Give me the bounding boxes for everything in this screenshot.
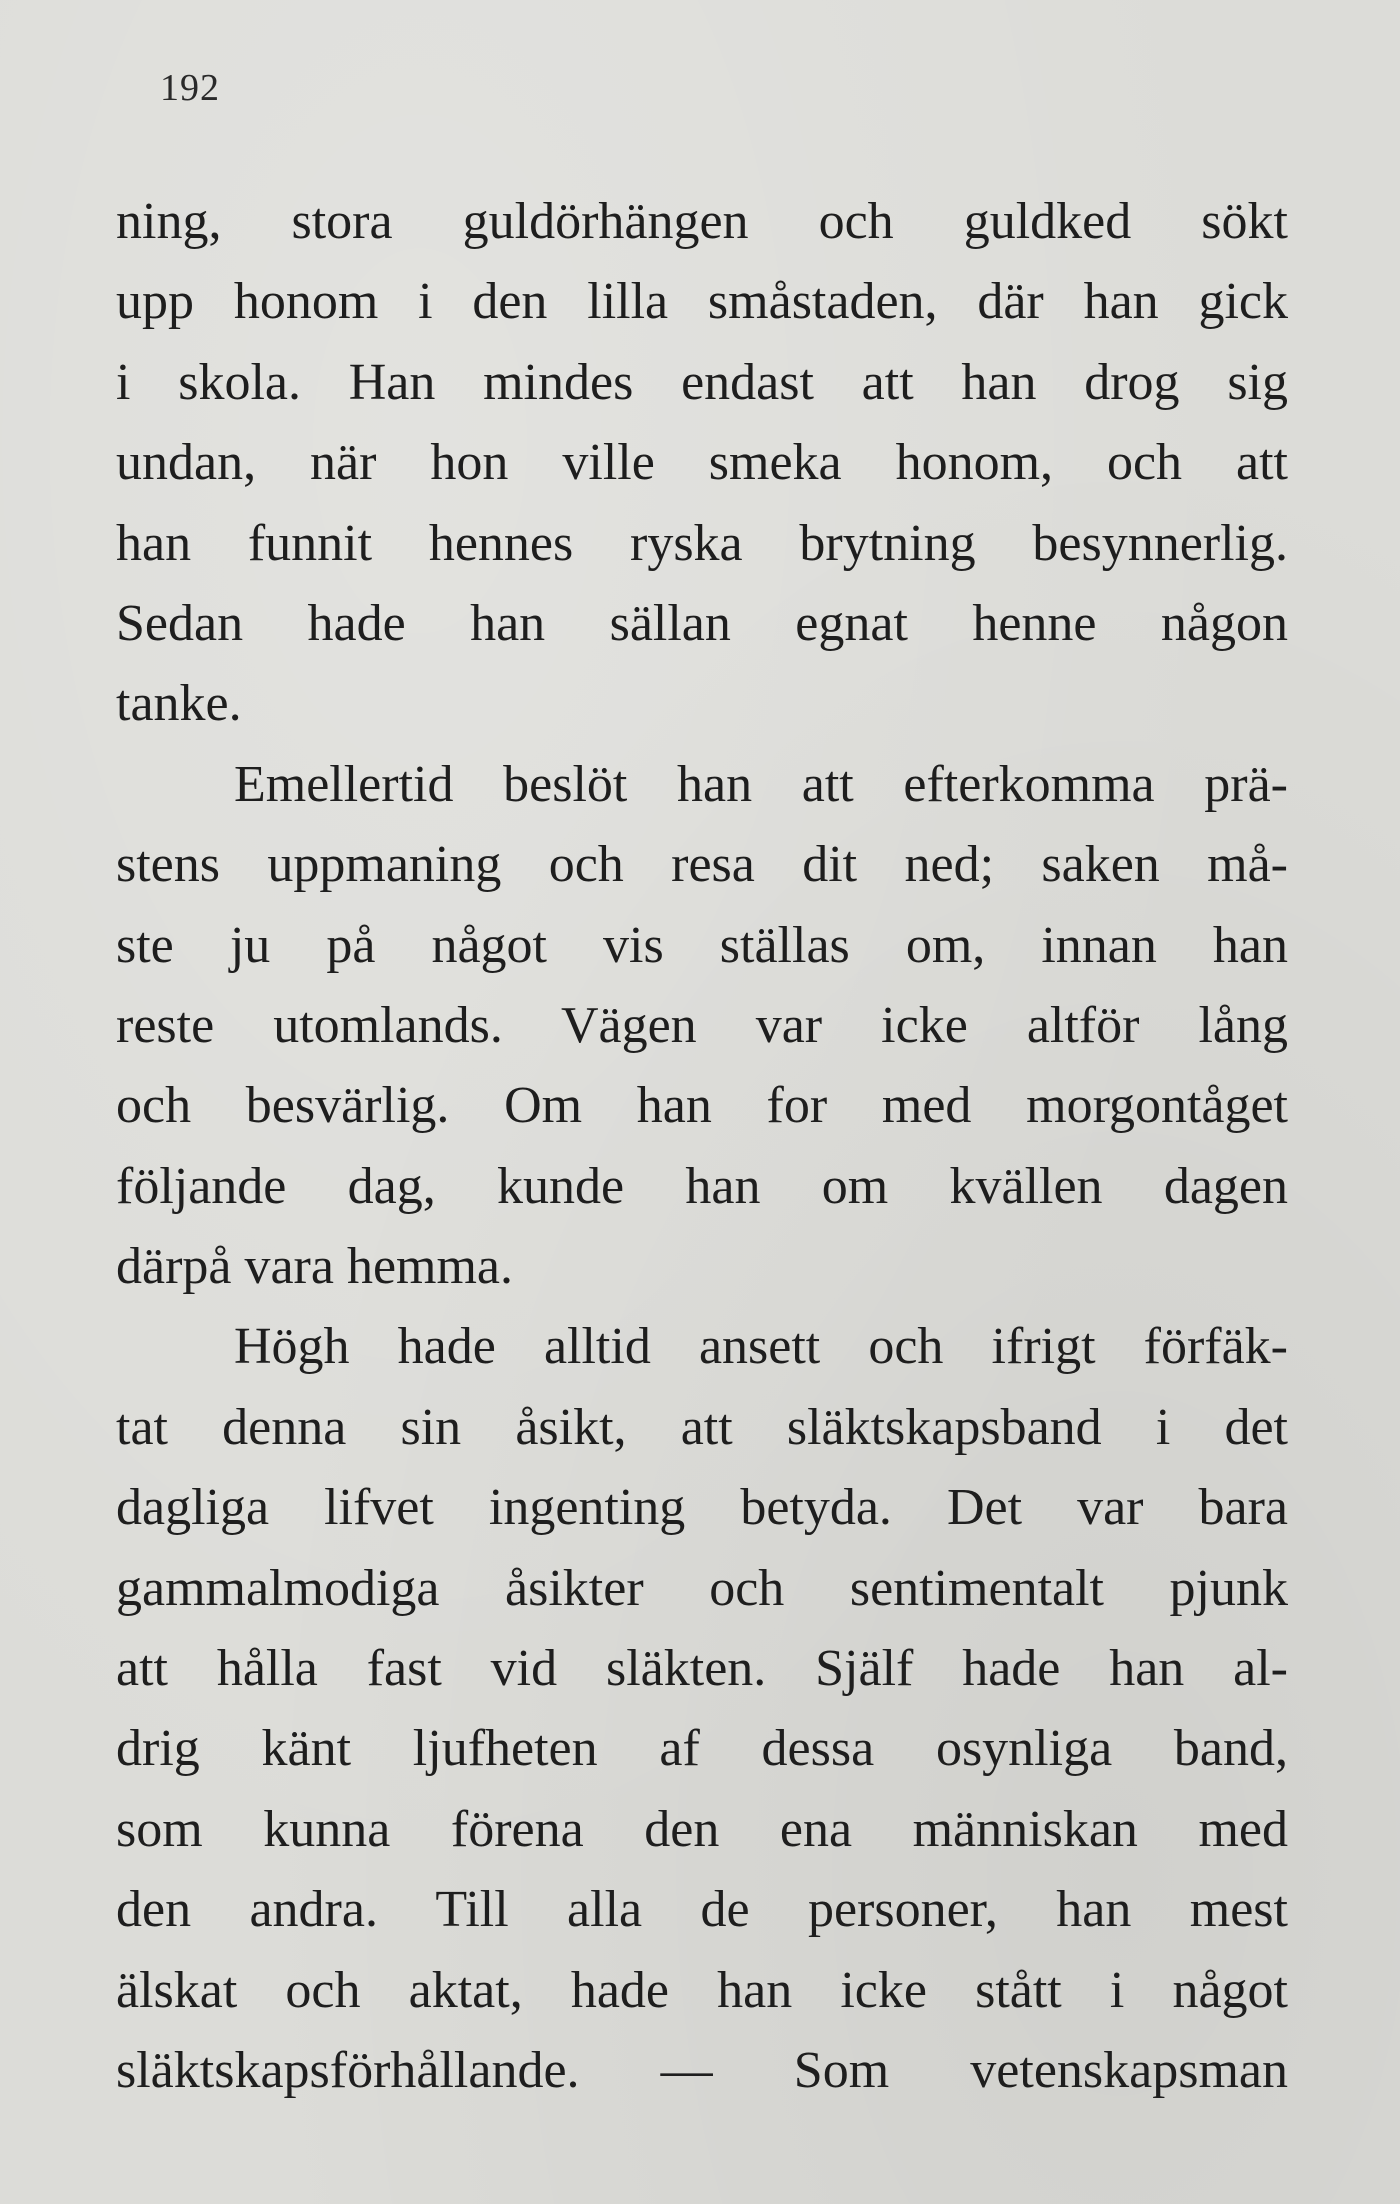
text-line: därpå vara hemma. (116, 1238, 514, 1296)
text-line: tanke. (116, 675, 242, 733)
text-line: den andra. Till alla de personer, han mest (116, 1881, 1288, 1939)
text-line: ning, stora guldörhängen och guldked sökt (116, 193, 1288, 250)
body-text (116, 182, 1288, 2111)
text-line: tat denna sin åsikt, att släktskapsband i det (116, 1398, 1288, 1456)
text-line: Sedan hade han sällan egnat henne någon (116, 594, 1288, 652)
text-line: reste utomlands. Vägen var icke altför lång (116, 996, 1288, 1054)
text-line: stens uppmaning och resa dit ned; saken må- (116, 836, 1288, 894)
text-line: och besvärlig. Om han for med morgontåget (116, 1077, 1288, 1135)
text-line: Emellertid beslöt han att efterkomma prä- (234, 755, 1288, 813)
text-line: ste ju på något vis ställas om, innan han (116, 916, 1288, 974)
text-line: han funnit hennes ryska brytning besynnerlig. (116, 514, 1288, 572)
text-line: drig känt ljufheten af dessa osynliga band, (116, 1720, 1288, 1778)
text-line: undan, när hon ville smeka honom, och att (116, 434, 1288, 492)
text-line: upp honom i den lilla småstaden, där han gick (116, 273, 1288, 331)
text-line: släktskapsförhållande. — Som vetenskapsman (116, 2041, 1288, 2099)
text-line: följande dag, kunde han om kvällen dagen (116, 1157, 1288, 1215)
page-number: 192 (160, 67, 220, 109)
text-line: älskat och aktat, hade han icke stått i något (116, 1961, 1288, 2019)
text-line: dagliga lifvet ingenting betyda. Det var bara (116, 1479, 1288, 1537)
text-line: att hålla fast vid släkten. Själf hade han al- (116, 1640, 1288, 1698)
text-line: som kunna förena den ena människan med (116, 1800, 1288, 1858)
text-line: Högh hade alltid ansett och ifrigt förfäk- (234, 1318, 1288, 1376)
text-line: gammalmodiga åsikter och sentimentalt pjunk (116, 1559, 1288, 1617)
text-line: i skola. Han mindes endast att han drog sig (116, 353, 1288, 411)
